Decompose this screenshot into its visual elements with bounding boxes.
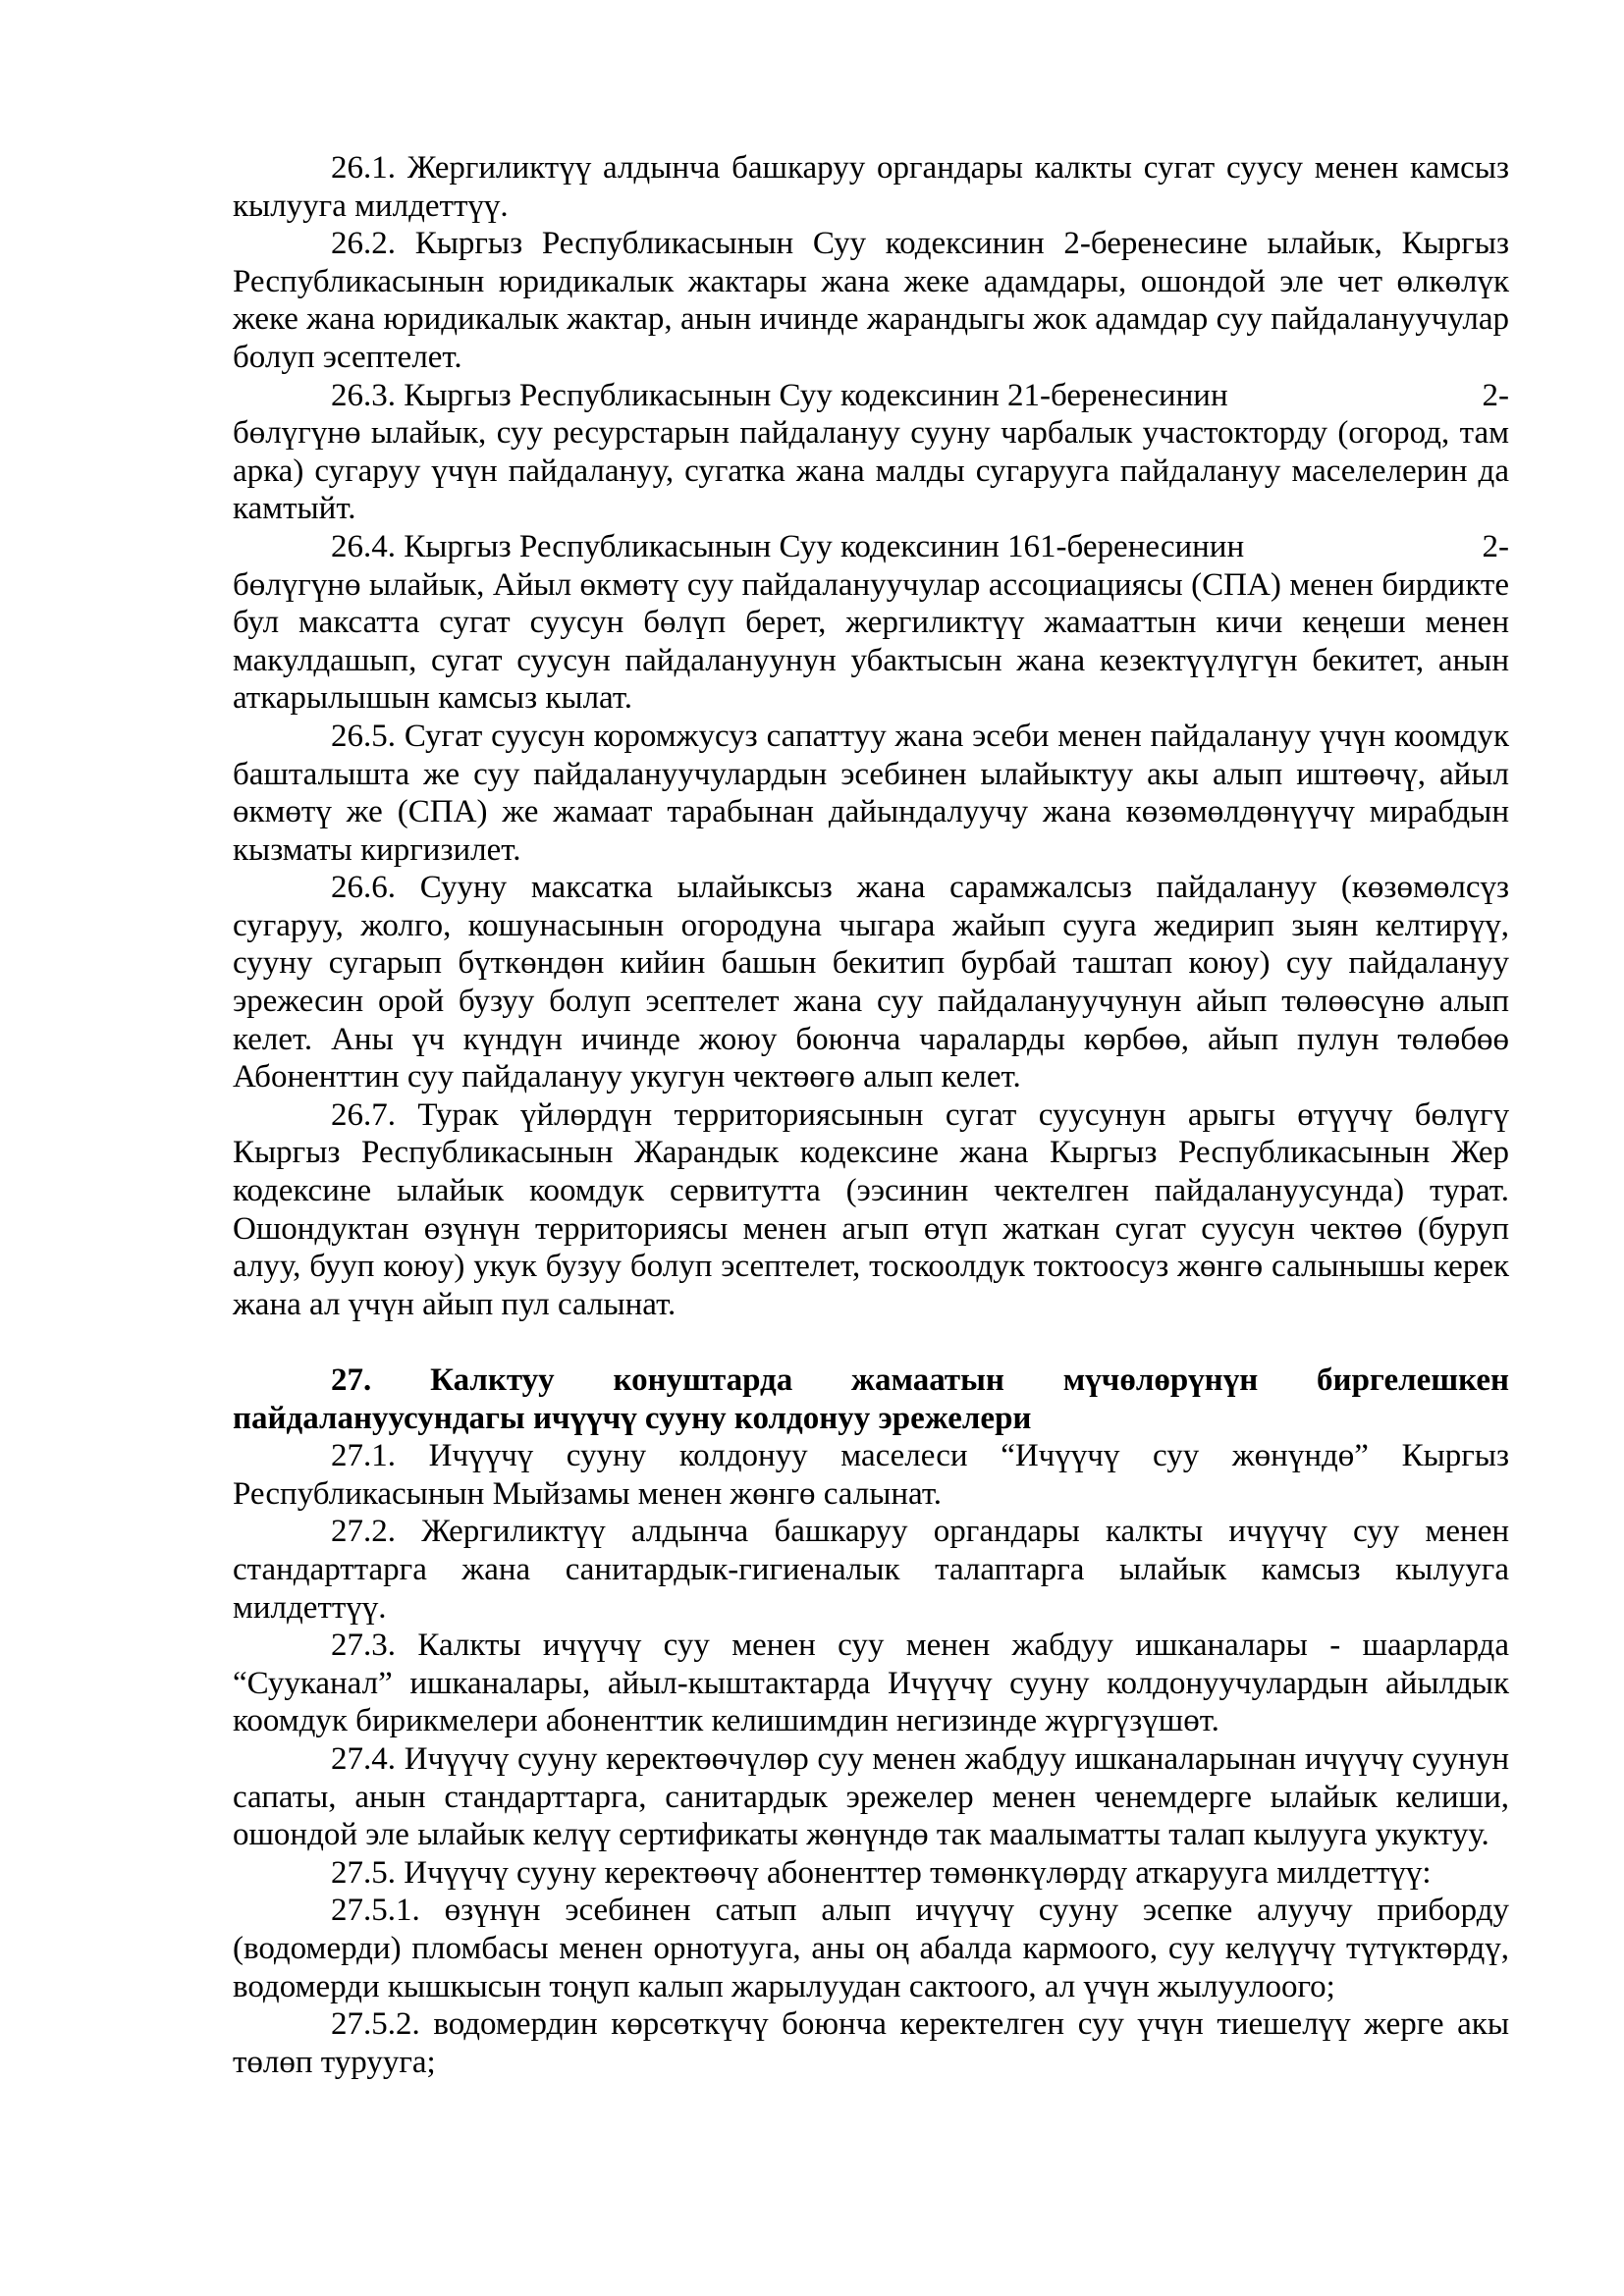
paragraph-27-3: 27.3. Калкты ичүүчү суу менен суу менен жабдуу ишканалары - шаарларда “Сууканал” ишканалары, айыл-кыштактарда Ичүүчү сууну колдонуучулардын айылдык коомдук бирикмелери абоненттик келишимдин негизинде жүргүзүшөт. (233, 1628, 1509, 1739)
paragraph-26-3-first-line (233, 377, 1509, 415)
paragraph-27-2: 27.2. Жергиликтүү алдынча башкаруу органдары калкты ичүүчү суу менен стандарттарга жана санитардык-гигиеналык талаптарга ылайык камсыз кылууга милдеттүү. (233, 1514, 1509, 1626)
paragraph-26-7: 26.7. Турак үйлөрдүн территориясынын сугат суусунун арыгы өтүүчү бөлүгү Кыргыз Республикасынын Жарандык кодексине жана Кыргыз Республикасынын Жер кодексине ылайык коомдук сервитутта (ээсинин чектелген пайдалануусунда) турат. Ошондуктан өзүнүн территориясы менен агып өтүп жаткан сугат суусун чектөө (буруп алуу, бууп коюу) укук бузуу болуп эсептелет, тоскоолдук токтоосуз жөнгө салынышы керек жана ал үчүн айып пул салынат. (233, 1096, 1509, 1322)
paragraph-27-4: 27.4. Ичүүчү сууну керектөөчүлөр суу менен жабдуу ишканаларынан ичүүчү суунун сапаты, анын стандарттарга, санитардык эрежелер менен ченемдерге ылайык келиши, ошондой эле ылайык келүү сертификаты жөнүндө так маалыматты талап кылууга укуктуу. (233, 1740, 1509, 1853)
paragraph-26-5: 26.5. Сугат суусун коромжусуз сапаттуу жана эсеби менен пайдалануу үчүн коомдук башталышта же суу пайдалануучулардын эсебинен ылайыктуу акы алып иштөөчү, айыл өкмөтү же (СПА) же жамаат тарабынан дайындалуучу жана көзөмөлдөнүүчү мирабдын кызматы киргизилет. (233, 718, 1509, 868)
paragraph-27-5-2: 27.5.2. водомердин көрсөткүчү боюнча керектелген суу үчүн тиешелүү жерге акы төлөп турууга; (233, 2006, 1509, 2080)
paragraph-26-3 (233, 377, 1509, 528)
paragraph-26-4-first-right: 2- (1482, 528, 1509, 564)
paragraph-26-3-first-left: 26.3. Кыргыз Республикасынын Суу кодексинин 21-беренесинин (331, 377, 1228, 413)
paragraph-26-1: 26.1. Жергиликтүү алдынча башкаруу органдары калкты сугат суусу менен камсыз кылууга милдеттүү. (233, 150, 1509, 224)
paragraph-27-5-1: 27.5.1. өзүнүн эсебинен сатып алып ичүүчү сууну эсепке алуучу приборду (водомерди) пломбасы менен орнотууга, аны оң абалда кармоого, суу келүүчү түтүктөрдү, водомерди кышкысын тоңуп калып жарылуудан сактоого, ал үчүн жылуулоого; (233, 1893, 1509, 2004)
paragraph-26-3-first-right: 2- (1482, 377, 1509, 413)
document-body (233, 149, 1509, 2081)
paragraph-26-4-first-left: 26.4. Кыргыз Республикасынын Суу кодексинин 161-беренесинин (331, 528, 1245, 564)
paragraph-26-3-rest: бөлүгүнө ылайык, суу ресурстарын пайдалануу сууну чарбалык участокторду (огород, там арка) сугаруу үчүн пайдалануу, сугатка жана малды сугарууга пайдалануу маселелерин да камтыйт. (233, 415, 1509, 527)
paragraph-26-4-first-line (233, 528, 1509, 566)
paragraph-26-6: 26.6. Сууну максатка ылайыксыз жана сарамжалсыз пайдалануу (көзөмөлсүз сугаруу, жолго, кошунасынын огородуна чыгара жайып сууга жедирип зыян келтирүү, сууну сугарып бүткөндөн кийин башын бекитип бурбай таштап коюу) суу пайдалануу эрежесин орой бузуу болуп эсептелет жана суу пайдалануучунун айып төлөөсүнө алып келет. Аны үч күндүн ичинде жоюу боюнча чараларды көрбөө, айып пулун төлөбөө Абоненттин суу пайдалануу укугун чектөөгө алып келет. (233, 870, 1509, 1095)
blank-line (233, 1323, 1509, 1362)
paragraph-27-5: 27.5. Ичүүчү сууну керектөөчү абоненттер төмөнкүлөрдү аткарууга милдеттүү: (331, 1854, 1432, 1891)
paragraph-27-1: 27.1. Ичүүчү сууну колдонуу маселеси “Ичүүчү суу жөнүндө” Кыргыз Республикасынын Мыйзамы менен жөнгө салынат. (233, 1438, 1509, 1512)
paragraph-26-4-rest: бөлүгүнө ылайык, Айыл өкмөтү суу пайдалануучулар ассоциациясы (СПА) менен бирдикте бул максатта сугат суусун бөлүп берет, жергиликтүү жамааттын кичи кеңеши менен макулдашып, сугат суусун пайдалануунун убактысын жана кезектүүлүгүн бекитет, анын аткарылышын камсыз кылат. (233, 566, 1509, 717)
paragraph-26-4 (233, 528, 1509, 718)
paragraph-26-2: 26.2. Кыргыз Республикасынын Суу кодексинин 2-беренесине ылайык, Кыргыз Республикасынын юридикалык жактары жана жеке адамдары, ошондой эле чет өлкөлүк жеке жана юридикалык жактар, анын ичинде жарандыгы жок адамдар суу пайдалануучулар болуп эсептелет. (233, 226, 1509, 375)
section-heading-27: 27. Калктуу конуштарда жамаатын мүчөлөрүнүн биргелешкен пайдалануусундагы ичүүчү сууну колдонуу эрежелери (233, 1362, 1509, 1436)
